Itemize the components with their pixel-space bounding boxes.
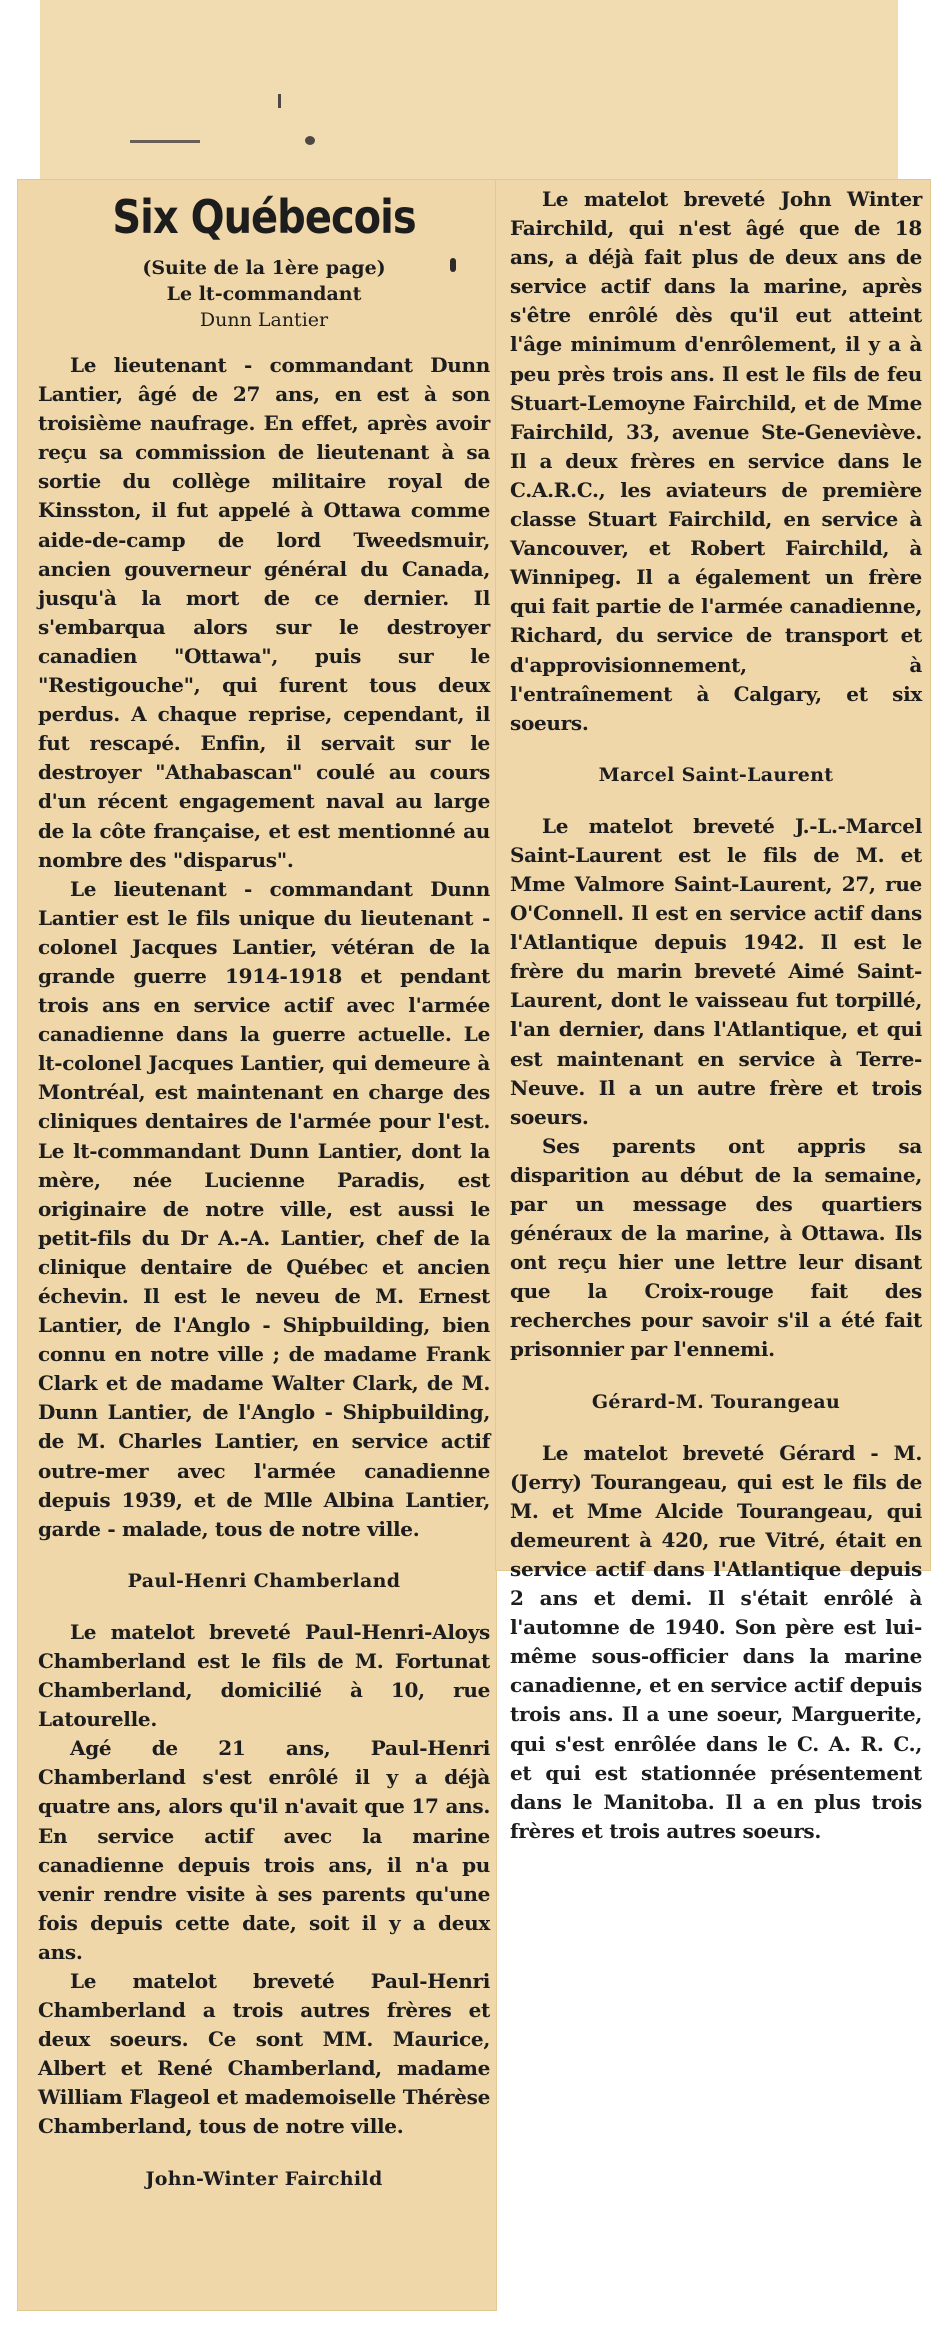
paragraph: Le matelot breveté Gérard - M. (Jerry) Tourangeau, qui est le fils de M. et Mme Alcide Tourangeau, qui demeurent à 420, rue Vitré, était en service actif dans l'Atlantique depuis 2 ans et demi. Il s'était enrôlé à l'automne de 1940. Son père est lui-même sous-officier dans la marine canadienne, et en service actif depuis trois ans. Il a une soeur, Marguerite, qui s'est enrôlée dans le C. A. R. C., et qui est stationnée présentement dans le Manitoba. Il a en plus trois frères et trois autres soeurs.: [510, 1440, 922, 1843]
paragraph: Le matelot breveté Paul-Henri Chamberland a trois autres frères et deux soeurs. Ce sont MM. Maurice, Albert et René Chamberland, madame William Flageol et mademoiselle Thérèse Chamberland, tous de notre ville.: [38, 1968, 490, 2139]
section-heading: Paul-Henri Chamberland: [127, 1569, 401, 1592]
paragraph: Le lieutenant - commandant Dunn Lantier, âgé de 27 ans, en est à son troisième naufrage. En effet, après avoir reçu sa commission de lieutenant à sa sortie du collège militaire royal de Kinsston, il fut appelé à Ottawa comme aide-de-camp de lord Tweedsmuir, ancien gouverneur général du Canada, jusqu'à la mort de ce dernier. Il s'embarqua alors sur le destroyer canadien "Ottawa", puis sur le "Restigouche", qui furent tous deux perdus. A chaque reprise, cependant, il fut rescapé. Enfin, il servait sur le destroyer "Athabascan" coulé au cours d'un récent engagement naval au large de la côte française, et est mentionné au nombre des "disparus".: [38, 353, 490, 872]
paragraph: Le matelot breveté Paul-Henri-Aloys Chamberland est le fils de M. Fortunat Chamberland, domicilié à 10, rue Latourelle.: [38, 1619, 490, 1732]
ink-mark: [278, 94, 281, 108]
section-heading: Marcel Saint-Laurent: [598, 763, 834, 786]
article-column-left: [38, 185, 490, 2216]
paper-strip-top: [40, 0, 898, 180]
subhead: Le lt-commandant: [166, 283, 362, 305]
paragraph: Agé de 21 ans, Paul-Henri Chamberland s'est enrôlé il y a déjà quatre ans, alors qu'il n'avait que 17 ans. En service actif avec la marine canadienne depuis trois ans, il n'a pu venir rendre visite à ses parents qu'une fois depuis cette date, soit il y a deux ans.: [38, 1736, 490, 1964]
paragraph: Le matelot breveté John Winter Fairchild, qui n'est âgé que de 18 ans, a déjà fait plus de deux ans de service actif dans la marine, après s'être enrôlé dès qu'il eut atteint l'âge minimum d'enrôlement, il y a à peu près trois ans. Il est le fils de feu Stuart-Lemoyne Fairchild, et de Mme Fairchild, 33, avenue Ste-Geneviève. Il a deux frères en service dans le C.A.R.C., les aviateurs de première classe Stuart Fairchild, en service à Vancouver, et Robert Fairchild, à Winnipeg. Il a également un frère qui fait partie de l'armée canadienne, Richard, du service de transport et d'approvisionnement, à l'entraînement à Calgary, et six soeurs.: [510, 187, 922, 735]
paragraph: Le matelot breveté J.-L.-Marcel Saint-Laurent est le fils de M. et Mme Valmore Saint-Laurent, 27, rue O'Connell. Il est en service actif dans l'Atlantique depuis 1942. Il est le frère du marin breveté Aimé Saint-Laurent, dont le vaisseau fut torpillé, l'an dernier, dans l'Atlantique, et qui est maintenant en service à Terre-Neuve. Il a un autre frère et trois soeurs.: [510, 813, 922, 1129]
continued-note: (Suite de la 1ère page): [142, 257, 386, 279]
paragraph: Le lieutenant - commandant Dunn Lantier est le fils unique du lieutenant - colonel Jacques Lantier, vétéran de la grande guerre 1914-1918 et pendant trois ans en service actif avec l'armée canadienne dans la guerre actuelle. Le lt-colonel Jacques Lantier, qui demeure à Montréal, est maintenant en charge des cliniques dentaires de l'armée pour l'est. Le lt-commandant Dunn Lantier, dont la mère, née Lucienne Paradis, est originaire de notre ville, est aussi le petit-fils du Dr A.-A. Lantier, chef de la clinique dentaire de Québec et ancien échevin. Il est le neveu de M. Ernest Lantier, de l'Anglo - Shipbuilding, bien connu en notre ville ; de madame Frank Clark et de madame Walter Clark, de M. Dunn Lantier, de l'Anglo - Shipbuilding, de M. Charles Lantier, en service actif outre-mer avec l'armée canadienne depuis 1939, et de Mlle Albina Lantier, garde - malade, tous de notre ville.: [38, 876, 490, 1541]
article-column-right: [510, 185, 922, 1846]
ink-mark: [305, 136, 315, 145]
subhead: Dunn Lantier: [199, 309, 329, 331]
paragraph: Ses parents ont appris sa disparition au début de la semaine, par un message des quartiers généraux de la marine, à Ottawa. Ils ont reçu hier une lettre leur disant que la Croix-rouge fait des recherches pour savoir s'il a été fait prisonnier par l'ennemi.: [510, 1133, 922, 1362]
section-heading: John-Winter Fairchild: [145, 2167, 383, 2190]
section-heading: Gérard-M. Tourangeau: [591, 1390, 841, 1413]
ink-mark: [130, 140, 200, 143]
headline: Six Québecois: [112, 191, 416, 245]
